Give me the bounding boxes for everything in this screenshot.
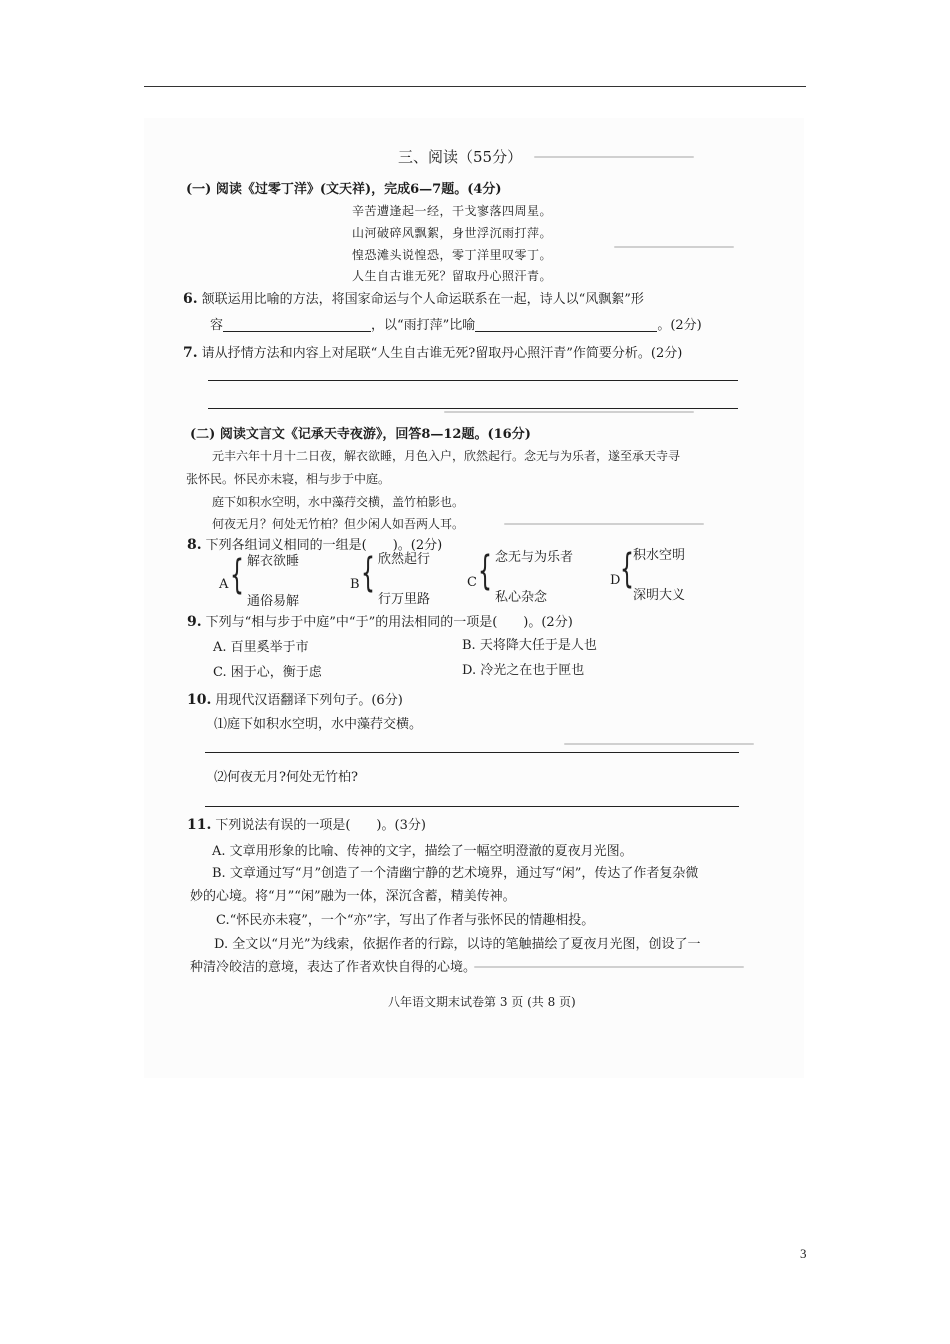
poem-line-2: 山河破碎风飘絮，身世浮沉雨打萍。: [352, 226, 553, 240]
q8-option-c-bottom: 私心杂念: [495, 590, 548, 605]
question-11: [187, 818, 426, 832]
section-title: 三、阅读（55分）: [398, 148, 523, 166]
page-number: 3: [800, 1246, 807, 1261]
q11-option-d[interactable]: D. 全文以“月光”为线索，依据作者的行踪，以诗的笔触描绘了夏夜月光图，创设了一: [214, 937, 701, 952]
q6-text-a: 容: [210, 318, 224, 333]
q11-option-d-cont: 种清冷皎洁的意境，表达了作者欢快自得的心境。: [190, 960, 477, 975]
question-7: [183, 346, 682, 360]
q9-option-a[interactable]: A. 百里奚举于市: [213, 640, 309, 655]
answer-line[interactable]: [205, 806, 739, 807]
page-footer: 八年语文期末试卷第 3 页 (共 8 页): [388, 995, 576, 1009]
question-9: [187, 615, 573, 629]
brace-icon: {: [478, 548, 492, 594]
question-text: 请从抒情方法和内容上对尾联“人生自古谁无死?留取丹心照汗青”作简要分析。(2分): [201, 346, 683, 361]
brace-icon: {: [620, 546, 634, 592]
question-text: 下列各组词义相同的一组是( )。(2分): [205, 538, 443, 553]
q8-option-c-label[interactable]: C: [467, 575, 477, 590]
poem-line-3: 惶恐滩头说惶恐，零丁洋里叹零丁。: [352, 248, 553, 262]
q8-option-a-bottom: 通俗易解: [247, 594, 300, 609]
brace-icon: {: [361, 550, 375, 596]
q11-option-a[interactable]: A. 文章用形象的比喻、传神的文字，描绘了一幅空明澄澈的夏夜月光图。: [212, 844, 633, 859]
question-6: [183, 292, 644, 306]
q8-option-d-label[interactable]: D: [610, 573, 621, 588]
q10-item-2: ⑵何夜无月?何处无竹柏?: [214, 770, 358, 785]
q8-option-a-label[interactable]: A: [219, 577, 229, 592]
q11-option-c[interactable]: C.“怀民亦未寝”，一个“亦”字，写出了作者与张怀民的情趣相投。: [216, 913, 595, 928]
question-number: 10.: [187, 692, 212, 708]
scanned-page: [144, 118, 804, 1078]
q10-item-1: ⑴庭下如积水空明，水中藻荇交横。: [214, 717, 423, 732]
answer-line[interactable]: [208, 408, 738, 409]
answer-line[interactable]: [208, 380, 738, 381]
question-text: 下列说法有误的一项是( )。(3分): [215, 818, 426, 833]
q9-option-d[interactable]: D. 冷光之在也于匣也: [462, 663, 585, 678]
q11-option-b[interactable]: B. 文章通过写“月”创造了一个清幽宁静的艺术境界，通过写“闲”，传达了作者复杂微: [212, 866, 699, 881]
q9-option-b[interactable]: B. 天将降大任于是人也: [462, 638, 597, 653]
question-6-continued: [210, 318, 702, 332]
question-text: 颔联运用比喻的方法，将国家命运与个人命运联系在一起，诗人以“风飘絮”形: [201, 292, 644, 307]
answer-line[interactable]: [205, 752, 739, 753]
q8-option-b-label[interactable]: B: [350, 577, 360, 592]
q6-text-b: ，以“雨打萍”比喻: [371, 318, 476, 333]
poem-line-1: 辛苦遭逢起一经，干戈寥落四周星。: [352, 204, 553, 218]
question-number: 8.: [187, 537, 202, 553]
question-text: 用现代汉语翻译下列句子。(6分): [215, 693, 403, 708]
question-number: 7.: [183, 345, 198, 361]
passage-line-4: 何夜无月？何处无竹柏？但少闲人如吾两人耳。: [212, 517, 465, 531]
part2-title: (二) 阅读文言文《记承天寺夜游》，回答8—12题。(16分): [190, 427, 531, 442]
passage-line-2: 张怀民。怀民亦未寝，相与步于中庭。: [186, 472, 391, 486]
q11-option-b-cont: 妙的心境。将“月”“闲”融为一体，深沉含蓄，精美传神。: [190, 889, 516, 904]
q8-option-c-top: 念无与为乐者: [495, 550, 574, 565]
answer-blank[interactable]: [223, 318, 371, 332]
poem-line-4: 人生自古谁无死？留取丹心照汗青。: [352, 269, 553, 283]
q6-text-c: 。(2分): [657, 318, 702, 333]
q8-option-d-top: 积水空明: [633, 548, 686, 563]
q9-option-c[interactable]: C. 困于心，衡于虑: [213, 665, 322, 680]
brace-icon: {: [230, 552, 244, 598]
passage-line-3: 庭下如积水空明，水中藻荇交横，盖竹柏影也。: [212, 495, 465, 509]
top-rule: [144, 86, 806, 87]
q8-option-b-top: 欣然起行: [378, 552, 431, 567]
passage-line-1: 元丰六年十月十二日夜，解衣欲睡，月色入户，欣然起行。念无与为乐者，遂至承天寺寻: [212, 449, 681, 463]
question-number: 11.: [187, 817, 212, 833]
question-text: 下列与“相与步于中庭”中“于”的用法相同的一项是( )。(2分): [205, 615, 573, 630]
question-number: 9.: [187, 614, 202, 630]
q8-option-a-top: 解衣欲睡: [247, 554, 300, 569]
question-number: 6.: [183, 291, 198, 307]
q8-option-d-bottom: 深明大义: [633, 588, 686, 603]
answer-blank[interactable]: [475, 318, 657, 332]
question-10: [187, 693, 403, 707]
q8-option-b-bottom: 行万里路: [378, 592, 431, 607]
question-8: [187, 538, 442, 552]
part1-title: (一) 阅读《过零丁洋》(文天祥)，完成6—7题。(4分): [186, 182, 502, 197]
